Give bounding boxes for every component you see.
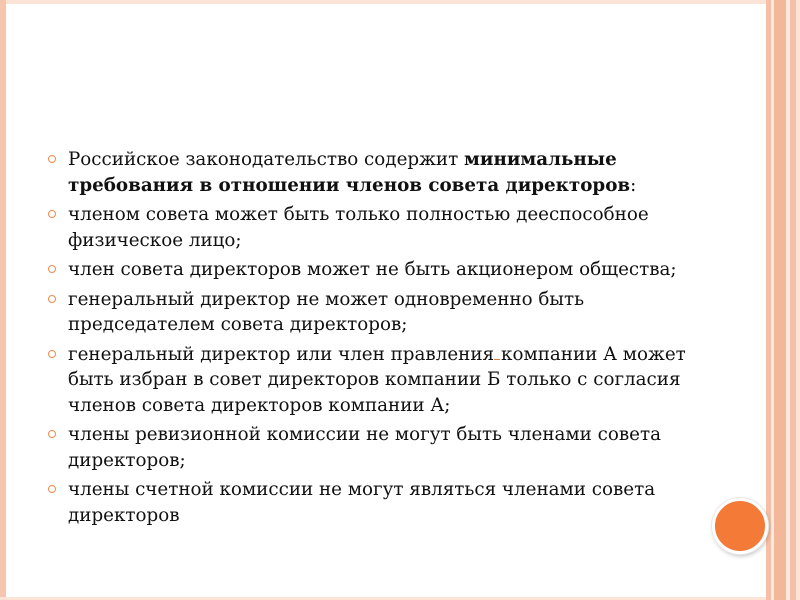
bullet-circle-icon [48,295,56,303]
bullet-item [48,287,688,338]
bullet-text: : [630,174,637,196]
underline-mark [494,358,500,360]
bullet-item [48,342,688,419]
bullet-text: члены счетной комиссии не могут являться членами совета директоров [68,479,656,526]
bullet-item [48,202,688,253]
bullet-text: членом совета может быть только полностью дееспособное физическое лицо; [68,204,649,251]
bullet-text: компании А может быть избран в совет директоров компании Б только с согласия членов совета директоров компании А; [68,343,686,416]
bullet-text: генеральный директор или член правления [68,343,495,365]
bullet-circle-icon [48,485,56,493]
bullet-circle-icon [48,155,56,163]
bullet-text: Российское законодательство содержит [68,149,465,170]
right-stripe [774,0,786,600]
bullet-item [48,147,688,198]
right-stripe [796,0,800,600]
frame-top-border [0,0,800,4]
bullet-circle-icon [48,430,56,438]
bullet-circle-icon [48,265,56,273]
bullet-circle-icon [48,350,56,358]
frame-left-border [0,0,6,600]
orange-circle-icon [712,498,768,554]
bullet-item [48,477,688,528]
bullet-text: генеральный директор не может одновременно быть председателем совета директоров; [68,288,585,335]
bullet-text: член совета директоров может не быть акционером общества; [68,259,677,280]
bullet-item [48,422,688,473]
bullet-circle-icon [48,210,56,218]
bullet-item [48,257,688,283]
slide-content [48,147,688,532]
bullet-text: члены ревизионной комиссии не могут быть членами совета директоров; [68,424,662,471]
bullet-list [48,147,688,528]
bullet-bold-text: минимальные требования в отношении членов совета директоров [68,149,631,196]
